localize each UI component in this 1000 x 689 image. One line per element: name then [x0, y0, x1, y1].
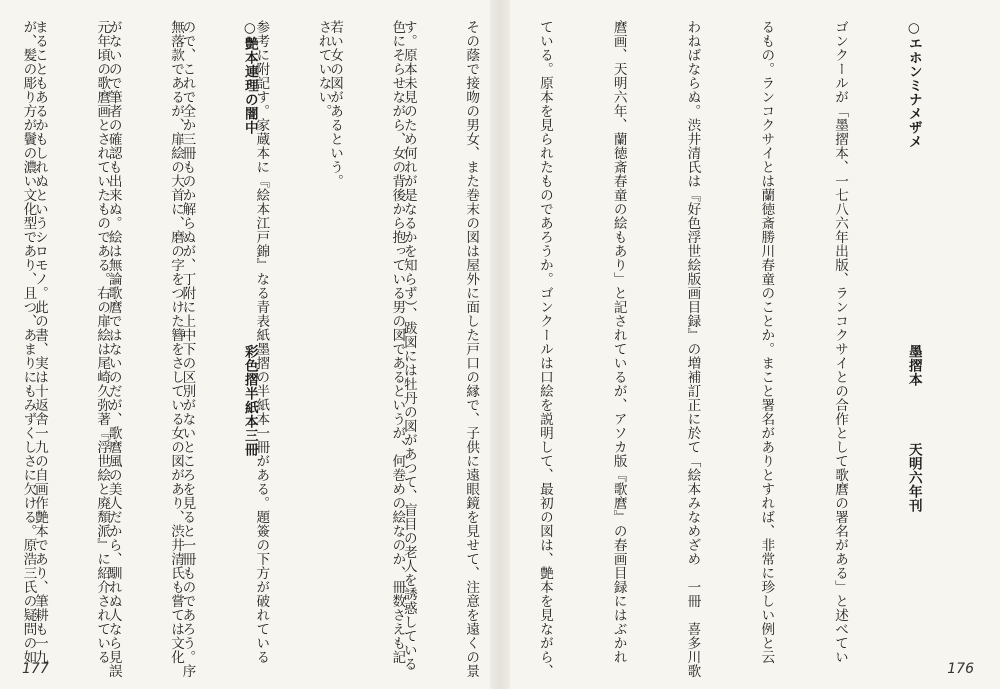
text-line: が、髪の彫り方が鬢の濃い文化型であり、且つ、あまりにもみずくしさに欠ける。原浩三氏の疑問の如 — [20, 20, 37, 664]
text-line: がないので筆者の確認も出来ぬ。絵は無論歌麿ではないのだが、歌麿風の美人だから、馴れぬ人なら見誤 — [105, 20, 122, 678]
text-line: 若い女の図があるという。 — [327, 20, 344, 188]
text-line: 元年頃の歌麿画とされていたものである。右の扉絵は尾崎久弥著『浮世絵と廃頽派』に紹介されている — [94, 20, 111, 664]
text-line: るもの。ランコクサイとは蘭徳斎勝川春童のことか。まこと署名がありとすれば、非常に珍しい例と云 — [758, 20, 775, 664]
text-line: わねばならぬ。渋井清氏は『好色浮世絵版画目録』の増補訂正に於て「絵本みなめざめ 一冊 喜多川歌 — [684, 20, 701, 678]
section-heading: ○エホンミナメザメ 墨摺本 天明六年刊 — [905, 20, 922, 513]
text-line: ゴンクールが「墨摺本、一七八六年出版、ランコクサイとの合作として歌麿の署名がある」と述べてい — [832, 20, 849, 664]
text-line: 色にそらせながら、女の背後から抱っている男の図であるというが、何巻めの絵なのか、冊数さえも記 — [389, 20, 406, 664]
section-heading: ○艶本連理の闇中 彩色摺半紙本三冊 — [241, 20, 258, 457]
page-number-left: 177 — [22, 661, 49, 677]
text-line: 参考に附記す。家蔵本に『絵本江戸錦』なる青表紙墨摺の半紙本一冊がある。題簽の下方が破れている — [253, 20, 270, 664]
text-line: ている。原本を見られたものであろうか。ゴンクールは口絵を説明して、最初の図は、艶本を見ながら、 — [536, 20, 553, 678]
text-line: その蔭で接吻の男女、また巻末の図は屋外に面した戸口の縁で、子供に遠眼鏡を見せて、注意を遠くの景 — [463, 20, 480, 678]
text-line: す。原本未見のため何れが是なるかを知らず）、跋図には牡丹の図があつて、盲目の老人を誘惑している — [400, 20, 417, 672]
page-number-right: 176 — [947, 661, 974, 677]
text-line: ので、これで全か三冊ものか解らぬが、丁附に上中下の区別がないところを見ると一冊ものであろう。序 — [179, 20, 196, 678]
text-line: 無落款であるが、扉絵の大首に、磨の字をつけた簪をさしている女の図があり、渋井清氏も嘗ては文化 — [168, 20, 184, 664]
text-line: されていない。 — [315, 20, 332, 118]
text-line: 麿画、天明六年、蘭徳斎春童の絵もあり」と記されているが、アソカ版『歌麿』の春画目録にはぶかれ — [610, 20, 627, 664]
text-line: まることもあるかもしれぬというシロモノ。此の書、実は十返舎一九の自画作艶本であり、筆耕も一九 — [31, 20, 48, 664]
